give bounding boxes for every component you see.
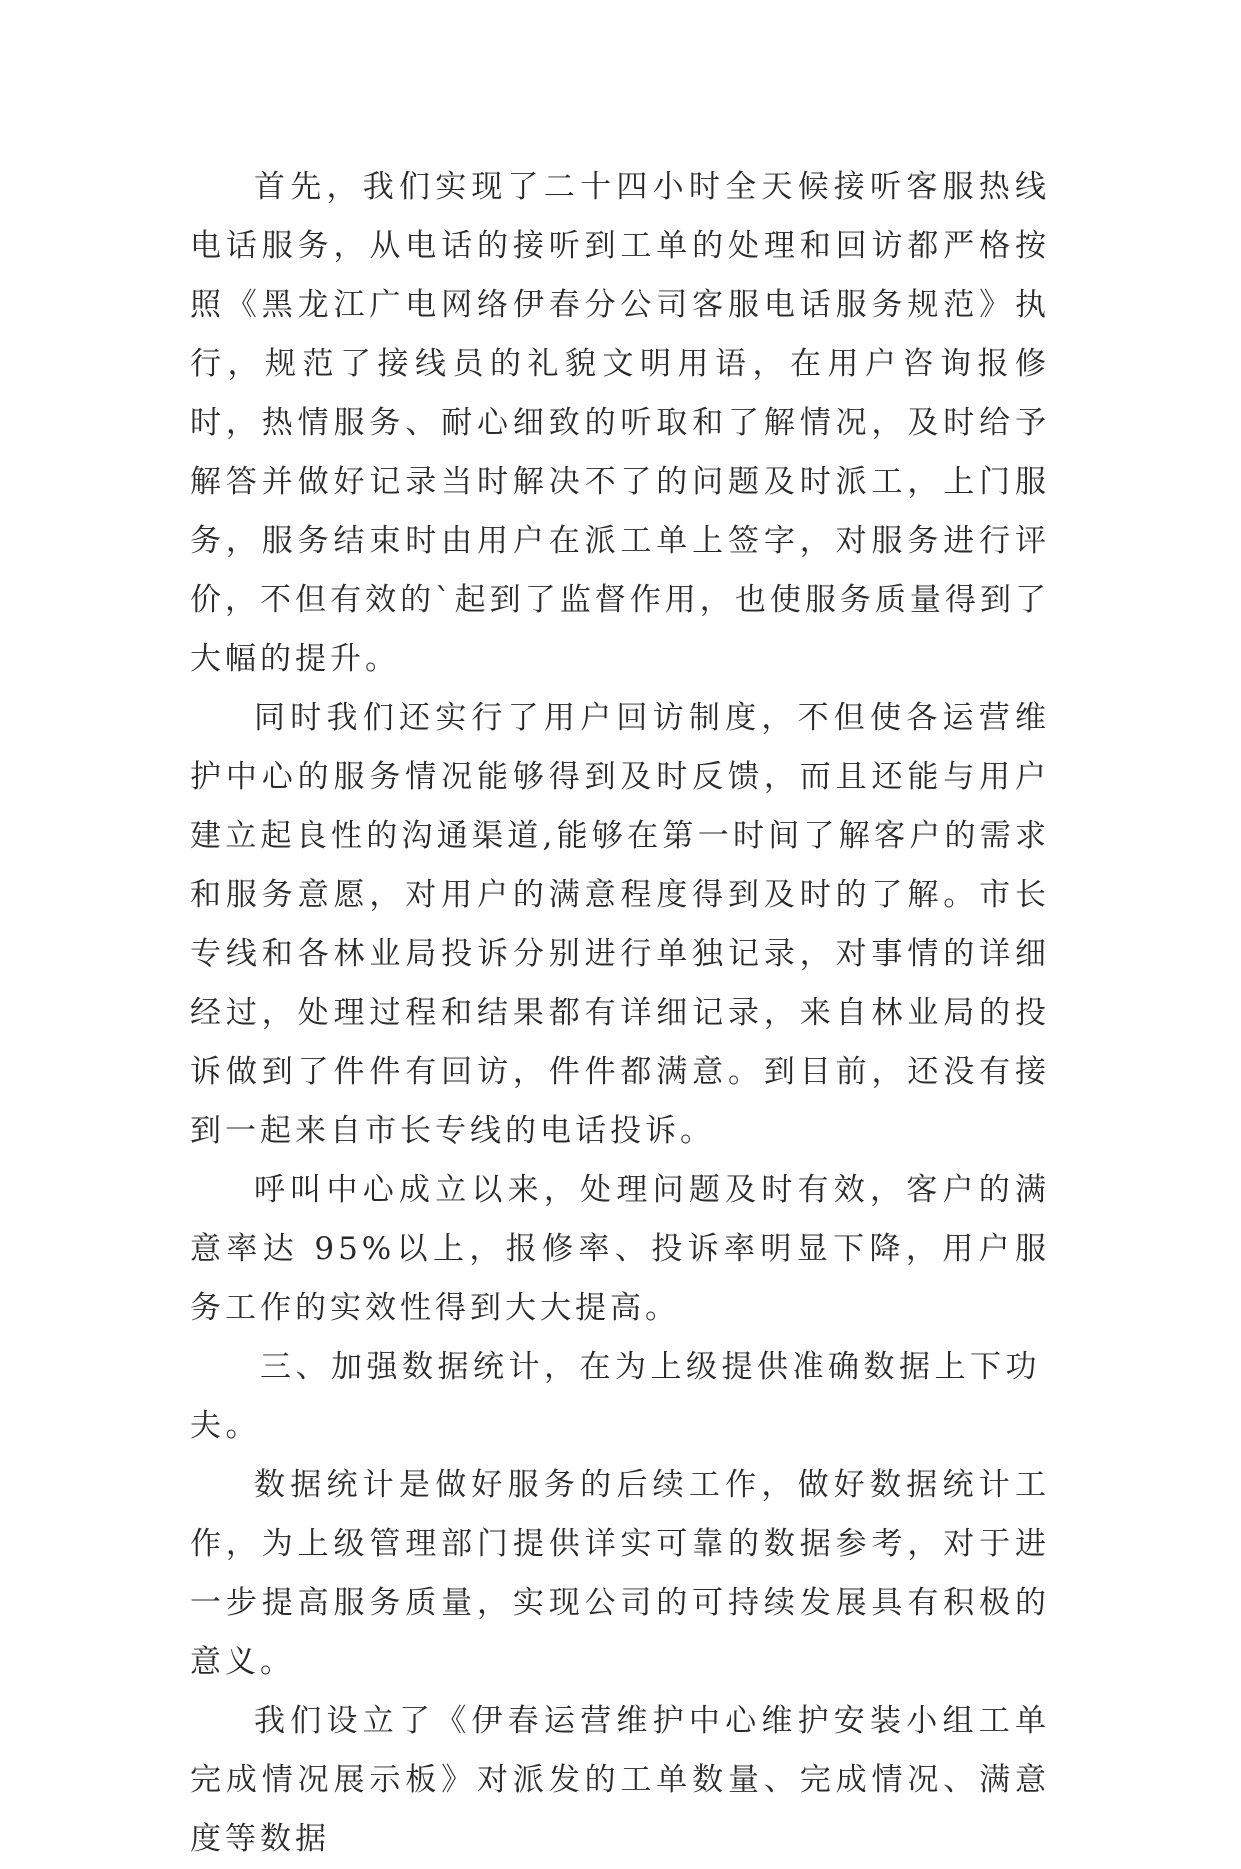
paragraph-display-board: 我们设立了《伊春运营维护中心维护安装小组工单完成情况展示板》对派发的工单数量、完成情况、满意度等数据 [190, 1703, 1050, 1857]
section-heading-data-statistics: 三、加强数据统计，在为上级提供准确数据上下功夫。 [190, 1349, 1041, 1444]
paragraph-customer-hotline: 首先，我们实现了二十四小时全天候接听客服热线电话服务，从电话的接听到工单的处理和回访都严格按照《黑龙江广电网络伊春分公司客服电话服务规范》执行，规范了接线员的礼貌文明用语，在用户咨询报修时，热情服务、耐心细致的听取和了解情况，及时给予解答并做好记录当时解决不了的问题及时派工，上门服务，服务结束时由用户在派工单上签字，对服务进行评价，不但有效的`起到了监督作用，也使服务质量得到了大幅的提升。 [190, 169, 1050, 677]
paragraph-return-visit: 同时我们还实行了用户回访制度，不但使各运营维护中心的服务情况能够得到及时反馈，而且还能与用户建立起良性的沟通渠道,能够在第一时间了解客户的需求和服务意愿，对用户的满意程度得到及时的了解。市长专线和各林业局投诉分别进行单独记录，对事情的详细经过，处理过程和结果都有详细记录，来自林业局的投诉做到了件件有回访，件件都满意。到目前，还没有接到一起来自市长专线的电话投诉。 [190, 700, 1050, 1149]
document-body [190, 158, 1050, 1869]
paragraph-call-center-results: 呼叫中心成立以来，处理问题及时有效，客户的满意率达 95%以上，报修率、投诉率明显下降，用户服务工作的实效性得到大大提高。 [190, 1172, 1050, 1326]
paragraph-data-statistics: 数据统计是做好服务的后续工作，做好数据统计工作，为上级管理部门提供详实可靠的数据参考，对于进一步提高服务质量，实现公司的可持续发展具有积极的意义。 [190, 1467, 1050, 1680]
